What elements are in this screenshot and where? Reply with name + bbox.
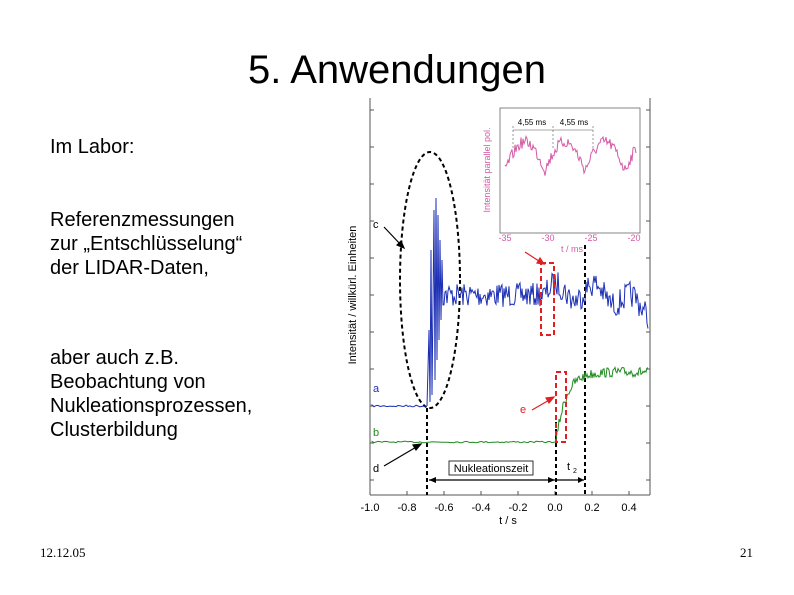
arrow-e-head xyxy=(546,397,554,403)
x-tick-label: -0.2 xyxy=(508,502,528,514)
bracket-arrow-right xyxy=(548,477,555,483)
bullet-referenzmessungen xyxy=(50,208,242,280)
label-d: d xyxy=(373,463,380,475)
x-tick-label: 0.0 xyxy=(547,502,563,514)
arrow-d-head xyxy=(413,444,421,450)
slide-date: 12.12.05 xyxy=(40,545,86,560)
text-line: aber auch z.B. xyxy=(50,347,179,369)
label-e: e xyxy=(520,404,527,416)
annotation-arrows xyxy=(384,227,554,466)
text-line: Beobachtung von xyxy=(50,371,206,393)
inset-x-label: t / ms xyxy=(561,244,583,254)
y-axis-label: Intensität / willkürl. Einheiten xyxy=(347,225,359,365)
t2-arrow-head xyxy=(578,477,584,483)
slide-title: 5. Anwendungen xyxy=(247,48,547,92)
inset-period-label-2: 4,55 ms xyxy=(559,118,589,127)
t2-label: t xyxy=(567,461,571,473)
inset-x-tick-label: -35 xyxy=(498,233,512,243)
x-tick-label: 0.4 xyxy=(621,502,637,514)
inset-x-tick-label: -25 xyxy=(584,233,598,243)
label-a: a xyxy=(373,383,380,395)
slide-number: 21 xyxy=(740,545,753,560)
x-axis-label: t / s xyxy=(499,515,517,527)
bullet-im-labor xyxy=(50,135,134,159)
measurement-figure xyxy=(340,95,660,535)
x-tick-label: -0.8 xyxy=(397,502,417,514)
nukleationszeit-label: Nukleationszeit xyxy=(453,463,529,475)
label-b: b xyxy=(373,427,380,439)
text-line: Im Labor: xyxy=(50,136,135,158)
x-tick-label: -0.4 xyxy=(471,502,491,514)
inset-x-tick-label: -30 xyxy=(541,233,555,243)
inset-period-label-1: 4,55 ms xyxy=(517,118,547,127)
arrow-inset-head xyxy=(537,258,544,264)
trace-b xyxy=(372,368,648,443)
trace-a xyxy=(372,405,426,407)
x-tick-label: -1.0 xyxy=(360,502,380,514)
text-line: der LIDAR-Daten, xyxy=(50,257,209,279)
inset-plot xyxy=(482,108,641,254)
text-line: Referenzmessungen xyxy=(50,209,235,231)
text-line: zur „Entschlüsselung“ xyxy=(50,233,243,255)
label-c: c xyxy=(373,219,379,231)
bullet-nukleation xyxy=(50,346,252,442)
inset-y-label: Intensität parallel pol. xyxy=(482,127,492,213)
text-line: Nukleationsprozessen, xyxy=(50,395,253,417)
x-tick-label: -0.6 xyxy=(434,502,454,514)
arrow-d xyxy=(384,446,418,466)
bracket-arrow-left xyxy=(429,477,436,483)
x-tick-label: 0.2 xyxy=(584,502,600,514)
t2-subscript: 2 xyxy=(573,468,577,475)
nukleationszeit-bracket xyxy=(429,461,584,483)
inset-x-tick-label: -20 xyxy=(627,233,641,243)
text-line: Clusterbildung xyxy=(50,419,178,441)
